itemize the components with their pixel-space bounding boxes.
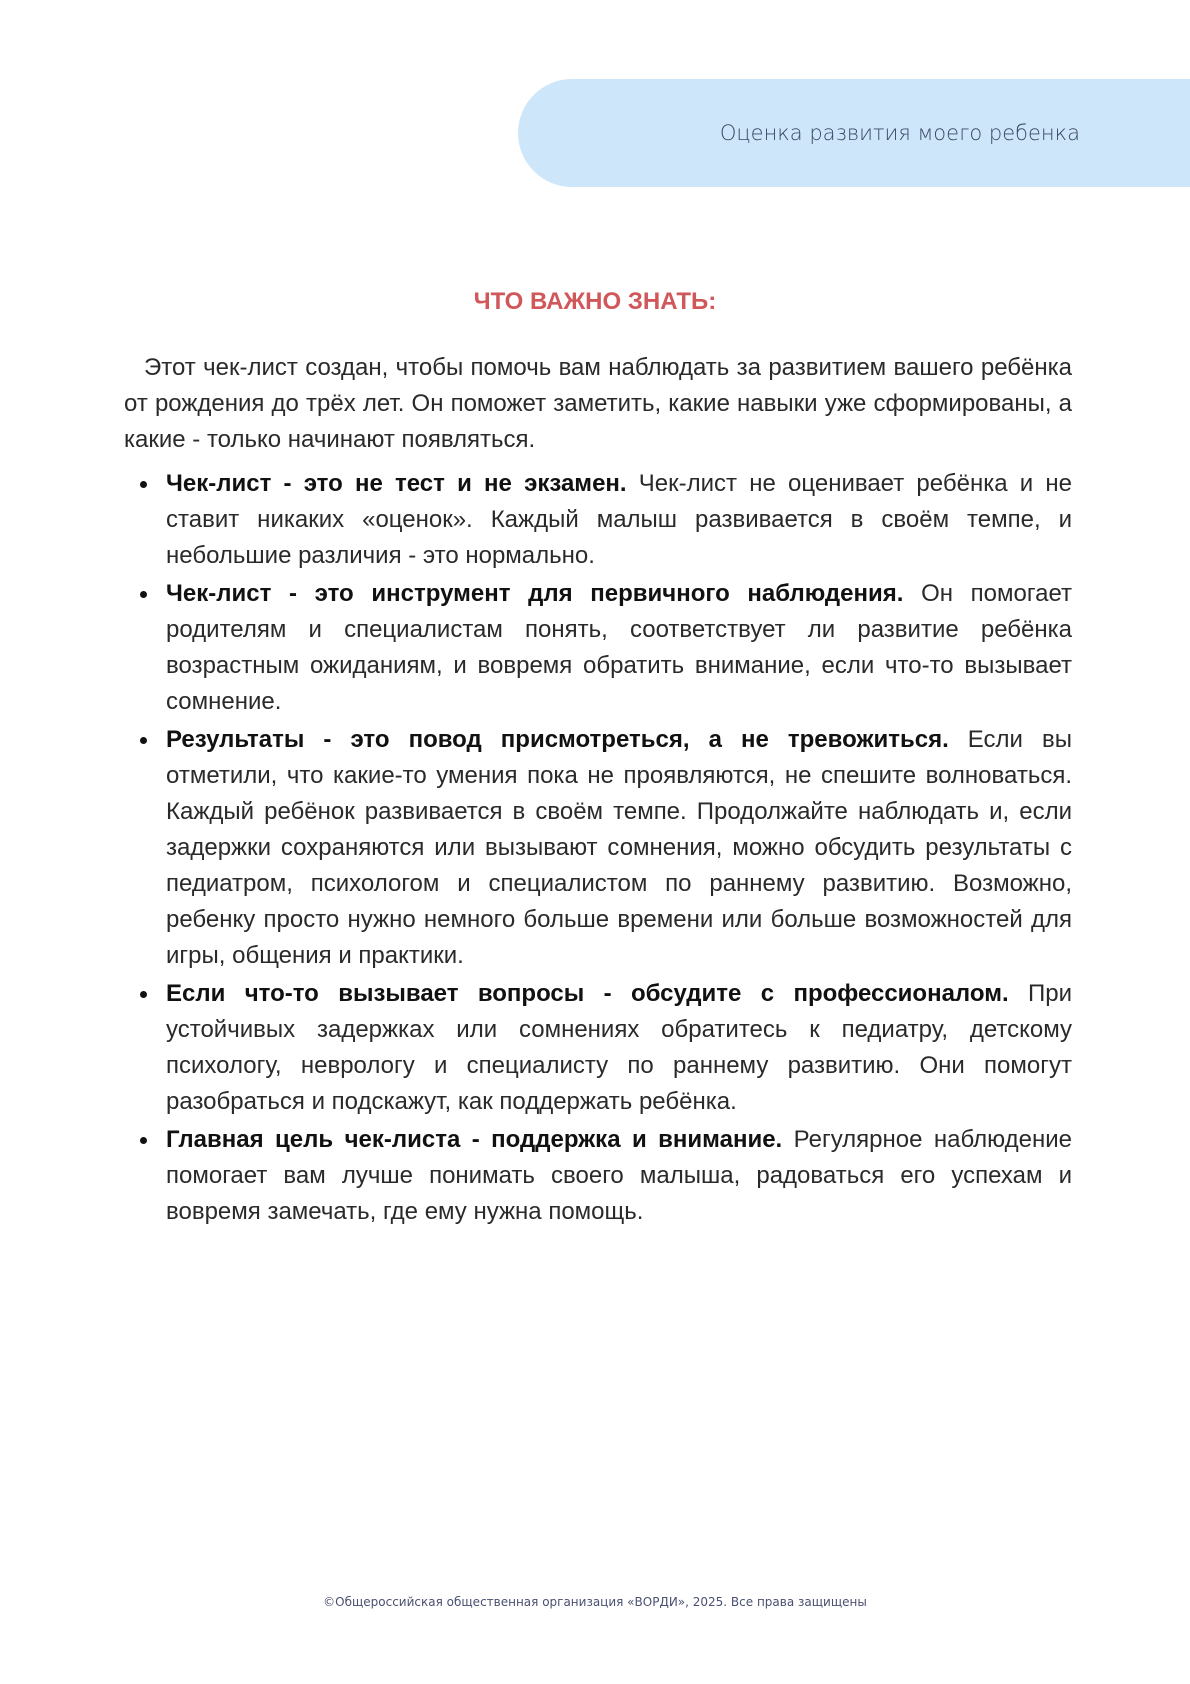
document-title: Оценка развития моего ребенка [719,121,1080,145]
header-band [518,79,1190,187]
point-text: При устойчивых задержках или сомнениях обратитесь к педиатру, детскому психологу, неврологу и специалисту по раннему развитию. Они помогут разобраться и подскажут, как поддержать ребёнка. [166,980,1072,1115]
point-lead: Если что-то вызывает вопросы - обсудите с профессионалом. [166,980,1009,1007]
key-points-list [124,466,1072,1230]
footer-copyright: ©Общероссийская общественная организация «ВОРДИ», 2025. Все права защищены [323,1595,867,1609]
point-text: Регулярное наблюдение помогает вам лучше понимать своего малыша, радоваться его успехам и вовремя замечать, где ему нужна помощь. [166,1126,1073,1225]
bullet-icon [140,591,147,598]
intro-paragraph: Этот чек-лист создан, чтобы помочь вам наблюдать за развитием вашего ребёнка от рождения до трёх лет. Он поможет заметить, какие навыки уже сформированы, а какие - только начинают появляться. [124,354,1072,453]
point-text: Он помогает родителям и специалистам понять, соответствует ли развитие ребёнка возрастным ожиданиям, и вовремя обратить внимание, если что-то вызывает сомнение. [166,580,1072,715]
point-lead: Чек-лист - это не тест и не экзамен. [166,470,627,497]
list-item [124,466,1072,574]
list-item [124,722,1072,974]
bullet-icon [140,737,147,744]
bullet-icon [140,991,147,998]
point-text: Если вы отметили, что какие-то умения пока не проявляются, не спешите волноваться. Каждый ребёнок развивается в своём темпе. Продолжайте наблюдать и, если задержки сохраняются или вызывают сомнения, можно обсудить результаты с педиатром, психологом и специалистом по раннему развитию. Возможно, ребенку просто нужно немного больше времени или больше возможностей для игры, общения и практики. [166,726,1072,969]
list-item [124,576,1072,720]
bullet-icon [140,1137,147,1144]
section-title: ЧТО ВАЖНО ЗНАТЬ: [473,288,717,315]
content [124,350,1072,1232]
point-lead: Главная цель чек-листа - поддержка и внимание. [166,1126,783,1153]
point-lead: Результаты - это повод присмотреться, а не тревожиться. [166,726,949,753]
list-item [124,976,1072,1120]
point-text: Чек-лист не оценивает ребёнка и не ставит никаких «оценок». Каждый малыш развивается в своём темпе, и небольшие различия - это нормально. [166,470,1072,569]
bullet-icon [140,481,147,488]
point-lead: Чек-лист - это инструмент для первичного наблюдения. [166,580,904,607]
list-item [124,1122,1072,1230]
